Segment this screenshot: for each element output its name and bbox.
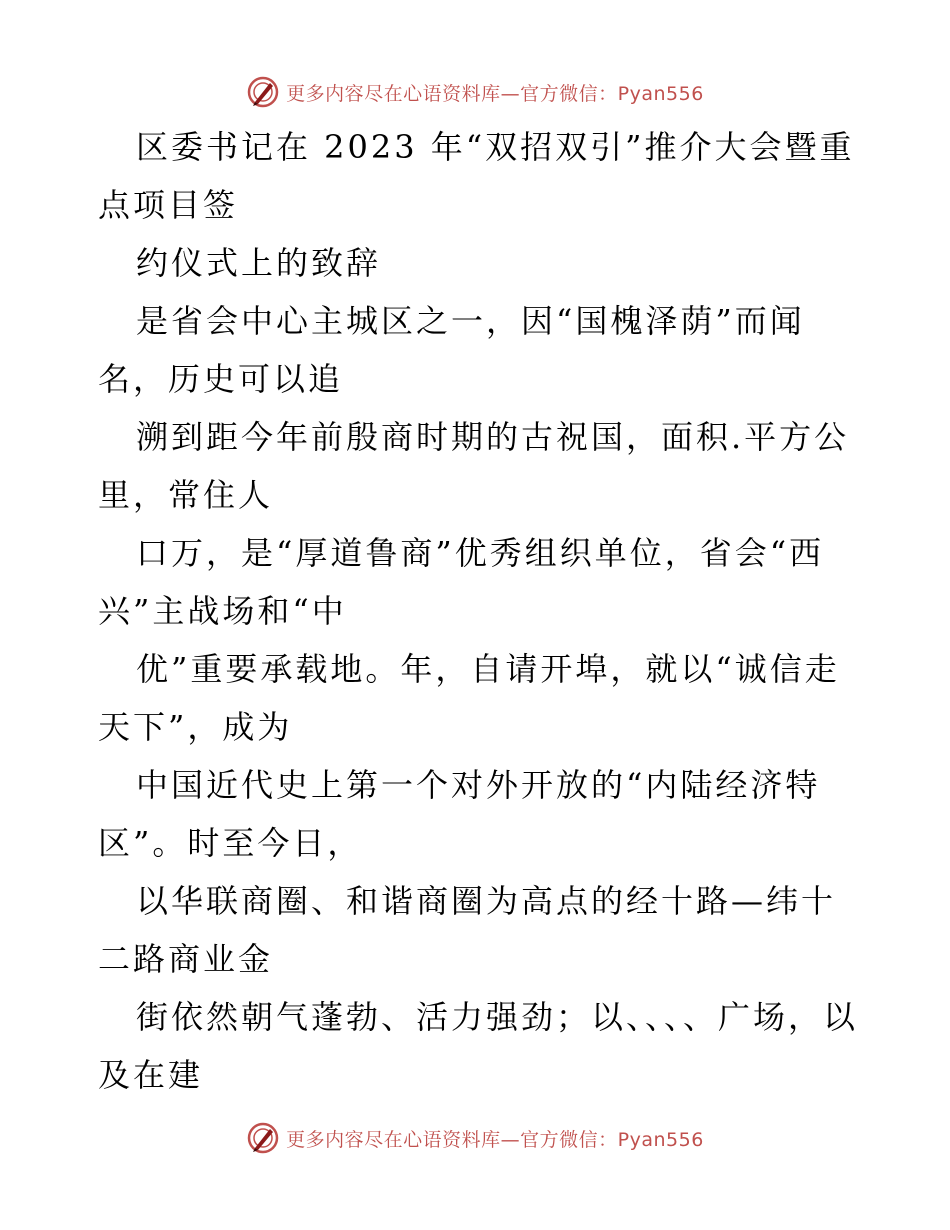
paragraph-4: 溯到距今年前殷商时期的古祝国，面积.平方公里，常住人 xyxy=(98,418,850,514)
document-body xyxy=(98,118,858,1104)
paragraph-5: 口万，是“厚道鲁商”优秀组织单位，省会“西兴”主战场和“中 xyxy=(98,534,825,630)
watermark-text: 更多内容尽在心语资料库—官方微信：Pyan556 xyxy=(286,82,704,105)
paragraph-7: 中国近代史上第一个对外开放的“内陆经济特区”。时至今日， xyxy=(98,766,821,862)
paragraph-8: 以华联商圈、和谐商圈为高点的经十路—纬十二路商业金 xyxy=(98,882,837,978)
paragraph-3: 是省会中心主城区之一，因“国槐泽荫”而闻名，历史可以追 xyxy=(98,302,805,398)
paragraph-9: 街依然朝气蓬勃、活力强劲；以、、、、广场，以及在建 xyxy=(98,998,859,1094)
header-watermark xyxy=(0,72,950,112)
paragraph-2: 约仪式上的致辞 xyxy=(136,244,382,282)
pen-logo-icon xyxy=(246,1121,280,1155)
footer-watermark xyxy=(0,1118,950,1158)
pen-logo-icon xyxy=(246,75,280,109)
paragraph-6: 优”重要承载地。年，自请开埠，就以“诚信走天下”，成为 xyxy=(98,650,840,746)
paragraph-1: 区委书记在 2023 年“双招双引”推介大会暨重点项目签 xyxy=(98,128,855,224)
watermark-text: 更多内容尽在心语资料库—官方微信：Pyan556 xyxy=(286,1128,704,1151)
